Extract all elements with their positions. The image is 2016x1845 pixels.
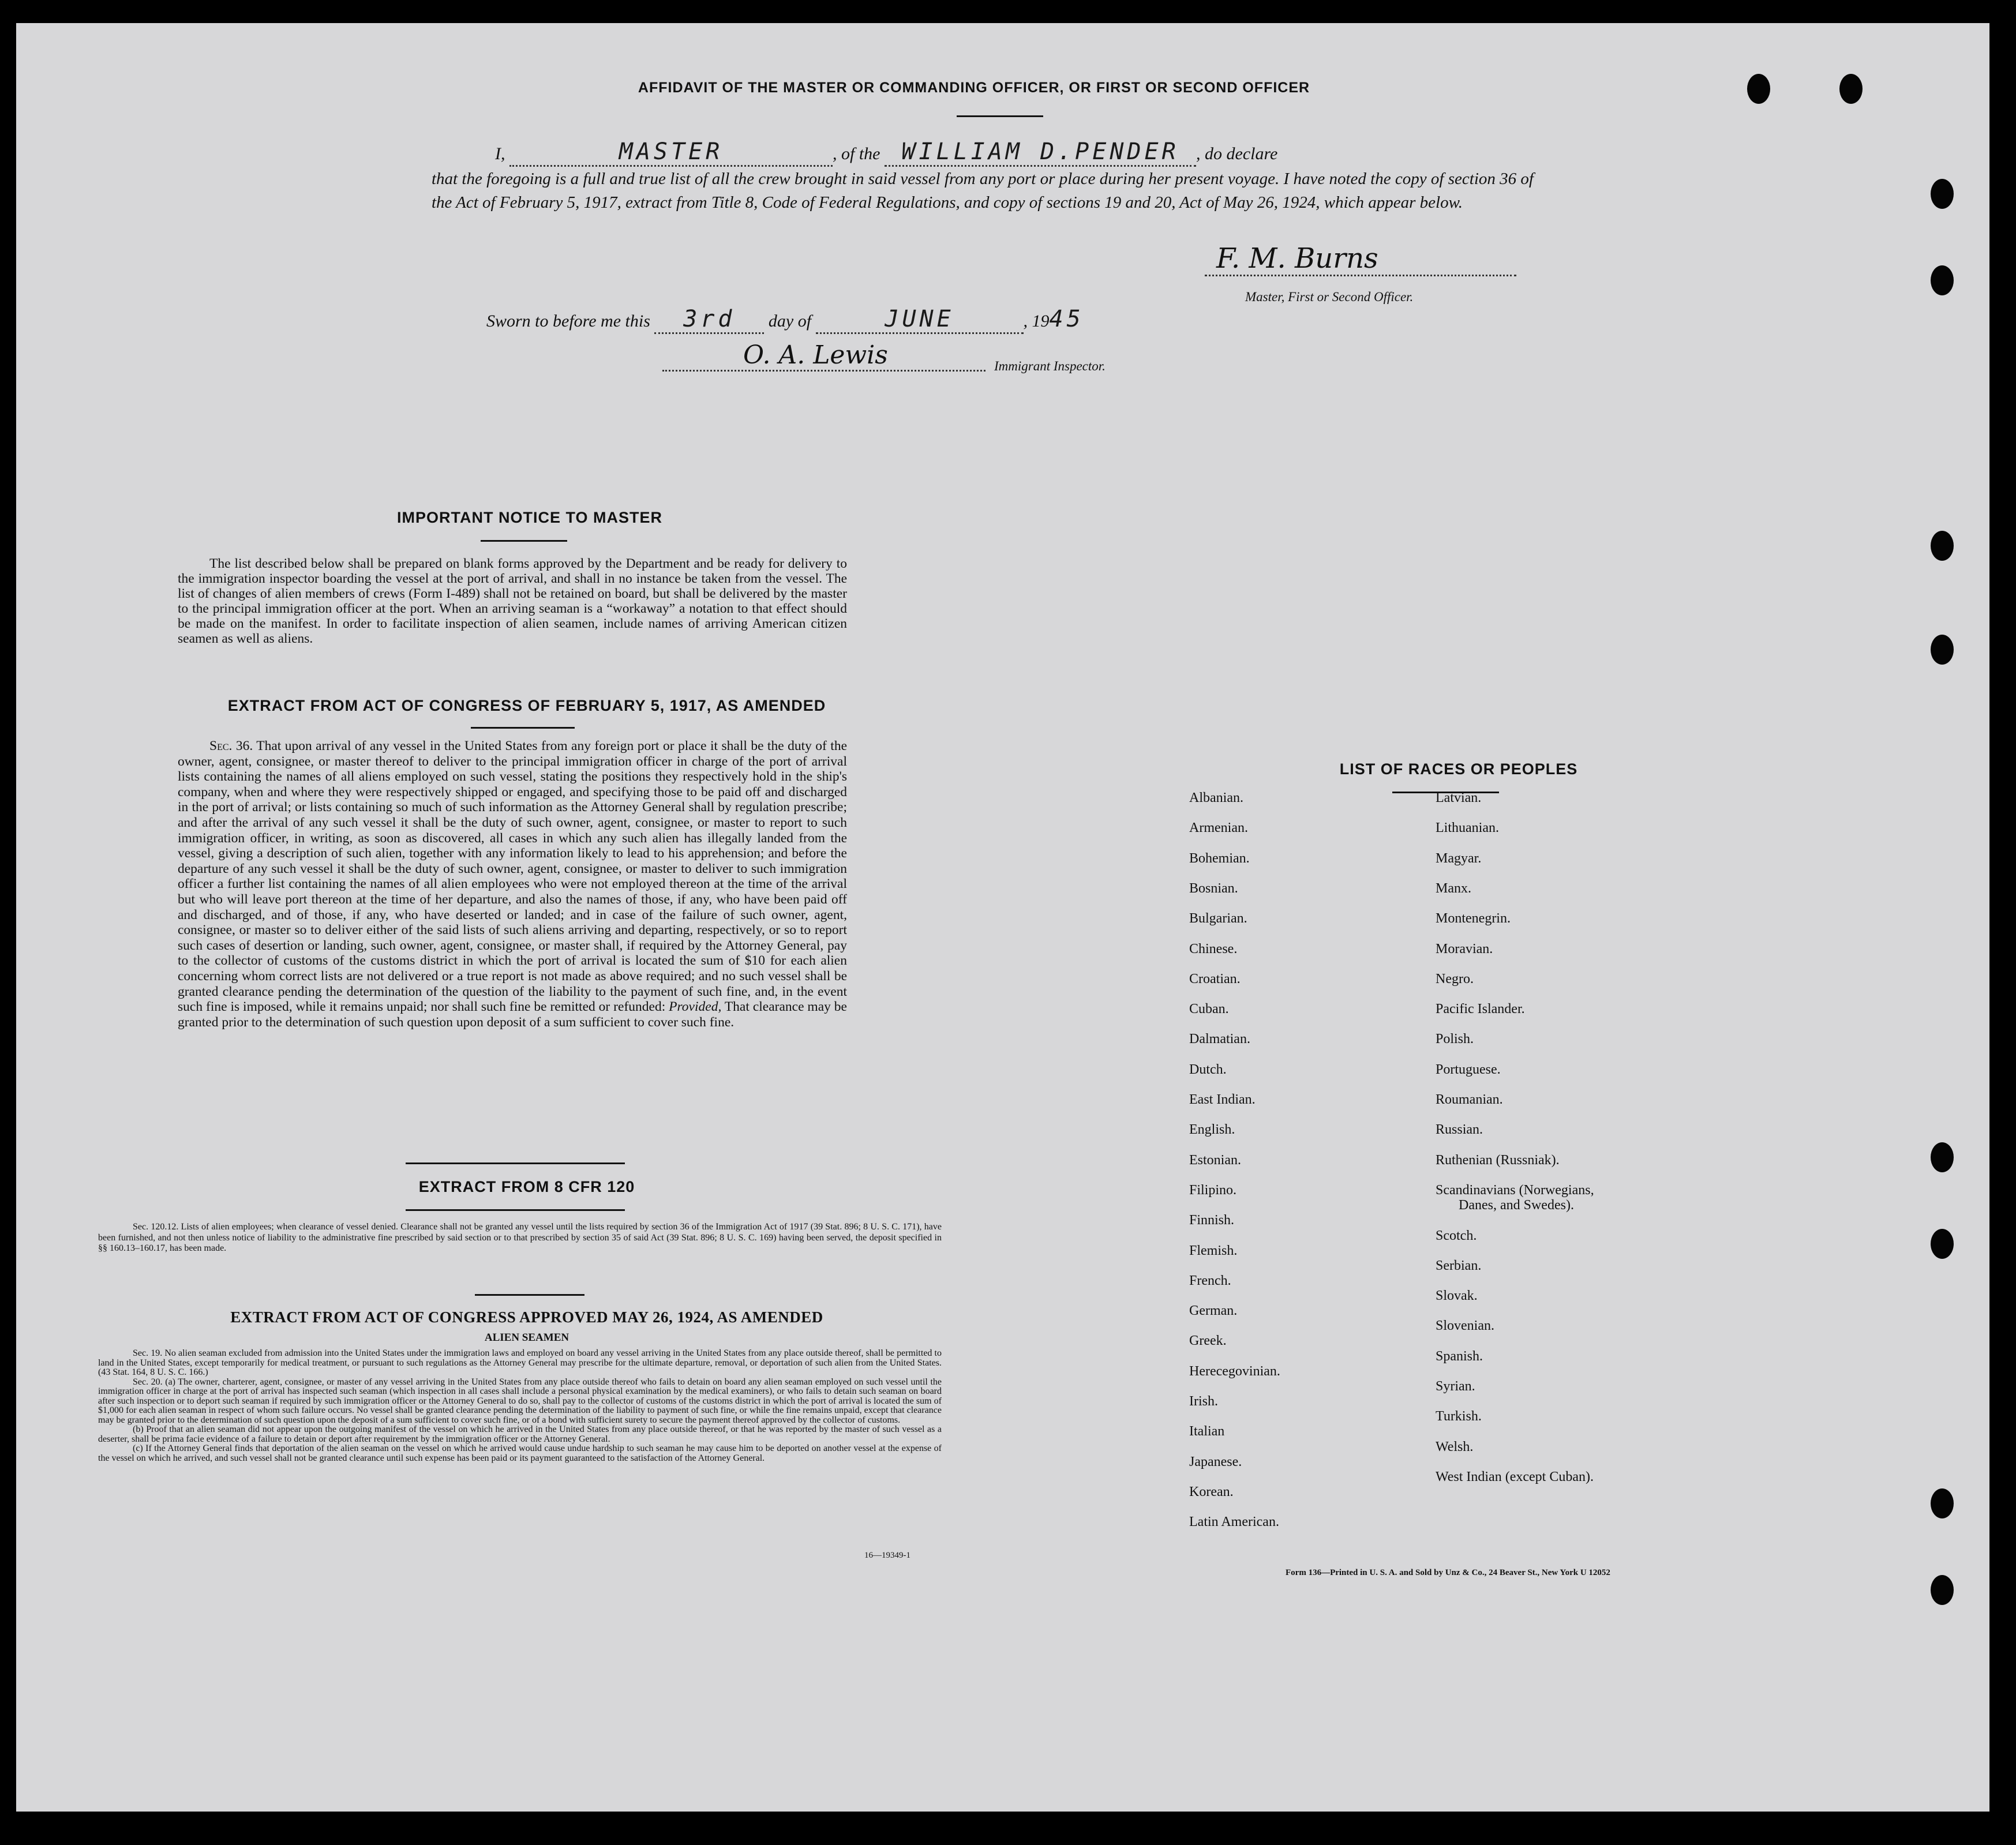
sworn-label: Sworn to before me this xyxy=(486,312,650,331)
declaration-line xyxy=(495,138,1545,167)
race-item: Danes, and Swedes). xyxy=(1459,1198,1574,1213)
divider xyxy=(957,115,1043,117)
race-item: Armenian. xyxy=(1189,820,1248,836)
race-item: Turkish. xyxy=(1436,1409,1482,1424)
do-declare-label: , do declare xyxy=(1196,144,1278,163)
notice-title: IMPORTANT NOTICE TO MASTER xyxy=(397,509,662,526)
year-prefix: , 19 xyxy=(1023,312,1050,331)
sworn-month-field: JUNE xyxy=(816,306,1024,334)
notice-body: The list described below shall be prepared on blank forms approved by the Department and be ready for delivery to the immigration inspector boarding the vessel at the port of arrival, and shall in no instance be taken from the vessel. The list of changes of alien members of crews (Form I-489) shall not be retained on board, but shall be delivered by the master to the principal immigration officer at the port. When an arriving seaman is a “workaway” a notation to that effect should be made on the manifest. In order to facilitate inspection of alien seamen, include names of arriving American citizen seamen as well as aliens. xyxy=(178,556,847,646)
race-item: Estonian. xyxy=(1189,1152,1241,1168)
race-item: Scotch. xyxy=(1436,1228,1477,1243)
officer-signature: F. M. Burns xyxy=(1205,242,1516,276)
extract-cfr-title: EXTRACT FROM 8 CFR 120 xyxy=(418,1178,635,1195)
sworn-year-field: 45 xyxy=(1049,306,1084,332)
sec-19-text: Sec. 19. No alien seaman excluded from admission into the United States under the immigration laws and employed on board any vessel arriving in the United States from any place outside thereof, shall be permitted to land in the United States, except temporarily for medical treatment, or pursuant to such regulations as the Attorney General may prescribe for the ultimate departure, removal, or deportation of such alien from the United States. (43 Stat. 164, 8 U. S. C. 166.) xyxy=(98,1348,942,1377)
race-item: Italian xyxy=(1189,1424,1225,1439)
sec-36-label: Sec. 36. xyxy=(209,738,253,753)
punch-hole xyxy=(1839,74,1863,104)
divider xyxy=(406,1162,625,1164)
race-item: Serbian. xyxy=(1436,1258,1482,1273)
day-of-label: day of xyxy=(768,312,812,331)
declaration-prefix: I, xyxy=(495,144,505,163)
extract-cfr-body: Sec. 120.12. Lists of alien employees; when clearance of vessel denied. Clearance shall not be granted any vessel until the lists required by section 36 of the Immigration Act of 1917 (39 Stat. 896; 8 U. S. C. 171), have been furnished, and not then unless notice of liability to the administrative fine prescribed by said section or to that prescribed by section 35 of said Act (39 Stat. 896; 8 U. S. C. 169) having been served, the deposit specified in §§ 160.13–160.17, has been made. xyxy=(98,1222,942,1253)
race-item: Bosnian. xyxy=(1189,880,1238,896)
punch-hole xyxy=(1931,1488,1954,1518)
race-item: Chinese. xyxy=(1189,941,1238,957)
race-item: Slovenian. xyxy=(1436,1318,1494,1334)
sec-20a-text: Sec. 20. (a) The owner, charterer, agent, consignee, or master of any vessel arriving in the United States from any place outside thereof who fails to detain on board any alien seaman employed on such vessel until the immigration officer in charge at the port of arrival has inspected such seaman (which inspection in all cases shall include a personal physical examination by the medical examiners), or who fails to detain such seaman on board after such inspection or to deport such seaman if required by such immigration officer or the Attorney General to do so, shall pay to the collector of customs of the customs district in which the port of arrival is located the sum of $1,000 for each alien seaman in respect of whom such failure occurs. No vessel shall be granted clearance pending the determination of the liability to payment of such fine, or while the fine remains unpaid, except that clearance may be granted prior to the determination of such question upon the deposit of a sum sufficient to cover such fine, or of a bond with sufficient surety to secure the payment thereof approved by the collector of customs. xyxy=(98,1377,942,1425)
race-item: Welsh. xyxy=(1436,1439,1474,1454)
race-item: Greek. xyxy=(1189,1333,1227,1349)
form-footer: Form 136—Printed in U. S. A. and Sold by Unz & Co., 24 Beaver St., New York U 12052 xyxy=(1286,1568,1610,1577)
race-item: Japanese. xyxy=(1189,1454,1242,1469)
print-code: 16—19349-1 xyxy=(864,1551,910,1560)
punch-hole xyxy=(1931,1229,1954,1259)
race-item: Ruthenian (Russniak). xyxy=(1436,1152,1560,1168)
race-item: Russian. xyxy=(1436,1122,1483,1138)
sec-36-text-end: That clearance may be granted prior to the determination of such question upon deposit of a sum sufficient to cover such fine. xyxy=(178,999,847,1030)
race-item: Cuban. xyxy=(1189,1002,1229,1017)
race-item: Portuguese. xyxy=(1436,1062,1501,1077)
race-item: Lithuanian. xyxy=(1436,820,1499,836)
punch-hole xyxy=(1931,1575,1954,1605)
extract-1924-body xyxy=(98,1349,942,1463)
affidavit-heading: AFFIDAVIT OF THE MASTER OR COMMANDING OFFICER, OR FIRST OR SECOND OFFICER xyxy=(638,80,1310,96)
rank-field: MASTER xyxy=(509,138,833,167)
race-item: East Indian. xyxy=(1189,1092,1256,1107)
races-title: LIST OF RACES OR PEOPLES xyxy=(1339,760,1578,778)
sec-36-text: That upon arrival of any vessel in the United States from any foreign port or place it shall be the duty of the owner, agent, consignee, or master thereof to deliver to the principal immigration officer in charge of the port of arrival lists containing the names of all aliens employed on such vessel, stating the positions they respectively hold in the ship's company, when and where they were respectively shipped or engaged, and specifying those to be paid off and discharged in the port of arrival; or lists containing so much of such information as the Attorney General shall by regulation prescribe; and after the arrival of any such vessel it shall be the duty of such owner, agent, consignee, or master to report to such immigration officer, in writing, as soon as discovered, all cases in which any such alien has illegally landed from the vessel, giving a description of such alien, together with any information likely to lead to his apprehension; and before the departure of any such vessel it shall be the duty of such owner, agent, consignee, or master to deliver to such immigration officer a further list containing the names of all alien employees who were not employed thereon at the time of the arrival but who will leave port thereon at the time of her departure, and also the names of those, if any, who have been paid off and discharged, and of those, if any, who have deserted or landed; and in case of the failure of such owner, agent, consignee, or master so to deliver either of the said lists of such aliens arriving and departing, respectively, or so to report such cases of desertion or landing, such owner, agent, consignee, or master shall, if required by the Attorney General, pay to the collector of customs of the customs district in which the port of arrival is located the sum of $10 for each alien concerning whom correct lists are not delivered or a true report is not made as above required; and no such vessel shall be granted clearance pending the determination of the question of the liability to the payment of such fine, and, in the event such fine is imposed, while it remains unpaid; nor shall such fine be remitted or refunded: xyxy=(178,738,848,1015)
of-the-label: , of the xyxy=(833,144,880,163)
race-item: Irish. xyxy=(1189,1394,1218,1409)
divider xyxy=(475,1294,584,1296)
extract-1917-body xyxy=(178,738,847,1030)
race-item: Negro. xyxy=(1436,971,1474,987)
sec-20b-text: (b) Proof that an alien seaman did not appear upon the outgoing manifest of the vessel on which he arrived in the United States from any place outside thereof, or that he was reported by the master of such vessel as a deserter, shall be prima facie evidence of a failure to detain or deport after requirement by the immigration officer or the Attorney General. xyxy=(98,1424,942,1444)
race-item: Slovak. xyxy=(1436,1288,1478,1304)
race-item: Latvian. xyxy=(1436,790,1482,805)
race-item: Albanian. xyxy=(1189,790,1243,805)
race-item: Roumanian. xyxy=(1436,1092,1503,1107)
punch-hole xyxy=(1931,1142,1954,1172)
punch-hole xyxy=(1931,531,1954,561)
sworn-line xyxy=(486,306,1294,334)
extract-1924-title: EXTRACT FROM ACT OF CONGRESS APPROVED MAY 26, 1924, AS AMENDED xyxy=(230,1308,823,1326)
race-item: Dutch. xyxy=(1189,1062,1227,1077)
officer-caption: Master, First or Second Officer. xyxy=(1245,290,1414,304)
race-item: Manx. xyxy=(1436,880,1471,896)
extract-1924-subtitle: ALIEN SEAMEN xyxy=(484,1332,569,1344)
race-item: Finnish. xyxy=(1189,1213,1235,1228)
race-item: Moravian. xyxy=(1436,941,1493,957)
race-item: Flemish. xyxy=(1189,1243,1238,1258)
divider xyxy=(471,727,575,729)
sec-20c-text: (c) If the Attorney General finds that deportation of the alien seaman on the vessel on which he arrived would cause undue hardship to such seaman he may cause him to be deported on another vessel at the expense of the vessel on which he arrived, and such vessel shall not be granted clearance until such expense has been paid or its payment guaranteed to the satisfaction of the Attorney General. xyxy=(98,1443,942,1463)
race-item: Syrian. xyxy=(1436,1379,1475,1394)
race-item: Latin American. xyxy=(1189,1514,1279,1530)
race-item: Magyar. xyxy=(1436,850,1482,866)
race-item: Croatian. xyxy=(1189,971,1241,987)
divider xyxy=(406,1209,625,1211)
sworn-day-field: 3rd xyxy=(654,306,764,334)
inspector-caption: Immigrant Inspector. xyxy=(994,359,1106,373)
race-item: Montenegrin. xyxy=(1436,911,1511,927)
punch-hole xyxy=(1747,74,1770,104)
race-item: French. xyxy=(1189,1273,1231,1288)
race-item: Dalmatian. xyxy=(1189,1032,1250,1047)
race-item: Korean. xyxy=(1189,1484,1234,1499)
race-item: Herecegovinian. xyxy=(1189,1363,1280,1379)
race-item: Filipino. xyxy=(1189,1182,1237,1198)
declaration-body: that the foregoing is a full and true list of all the crew brought in said vessel from any port or place during her present voyage. I have noted the copy of section 36 of the Act of February 5, 1917, extract from Title 8, Code of Federal Regulations, and copy of sections 19 and 20, Act of May 26, 1924, which appear below. xyxy=(432,170,1534,212)
race-item: Polish. xyxy=(1436,1032,1474,1047)
inspector-signature: O. A. Lewis xyxy=(662,340,985,372)
race-item: Pacific Islander. xyxy=(1436,1002,1525,1017)
race-item: English. xyxy=(1189,1122,1235,1138)
race-item: West Indian (except Cuban). xyxy=(1436,1469,1594,1484)
document-page xyxy=(16,23,1989,1812)
punch-hole xyxy=(1931,179,1954,209)
punch-hole xyxy=(1931,265,1954,295)
race-item: Spanish. xyxy=(1436,1348,1483,1364)
provided-word: Provided, xyxy=(669,999,722,1015)
punch-hole xyxy=(1931,635,1954,665)
race-item: Bulgarian. xyxy=(1189,911,1247,927)
race-item: German. xyxy=(1189,1303,1238,1319)
race-item: Bohemian. xyxy=(1189,850,1250,866)
race-item: Scandinavians (Norwegians, xyxy=(1436,1182,1594,1198)
extract-1917-title: EXTRACT FROM ACT OF CONGRESS OF FEBRUARY 5, 1917, AS AMENDED xyxy=(227,697,826,714)
divider xyxy=(481,540,567,542)
vessel-name-field: WILLIAM D.PENDER xyxy=(885,138,1196,167)
